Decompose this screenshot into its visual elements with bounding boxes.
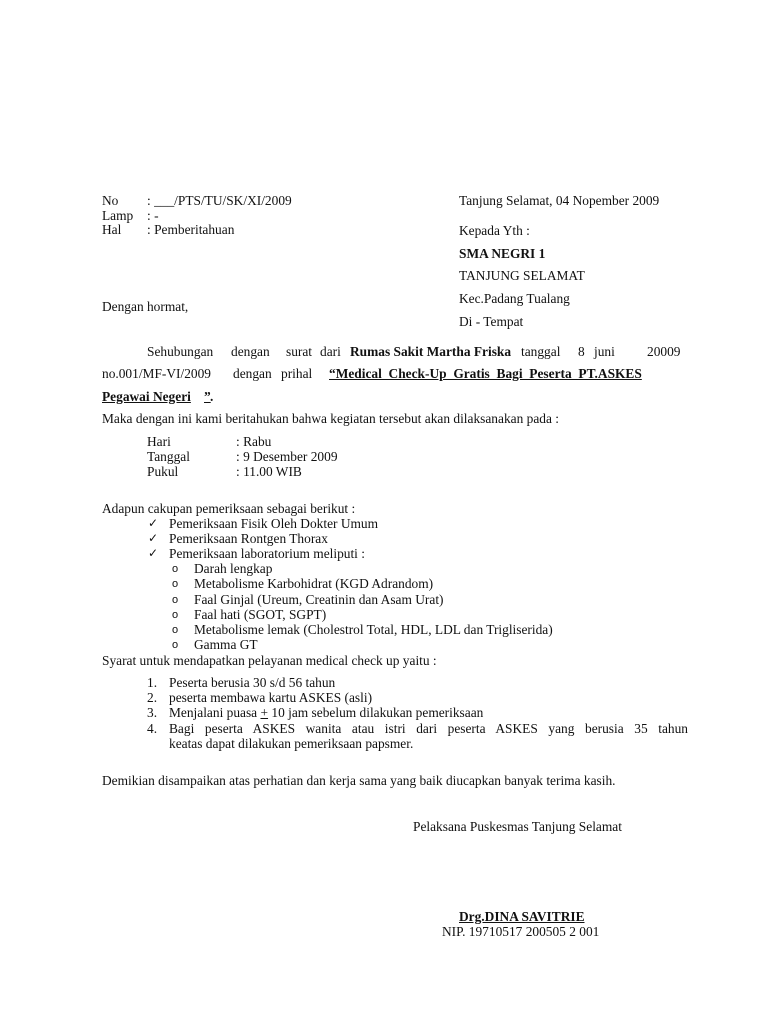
schedule-intro: Maka dengan ini kami beritahukan bahwa kegiatan tersebut akan dilaksanakan pada : xyxy=(102,411,559,426)
schedule-label-date: Tanggal xyxy=(147,449,190,464)
schedule-label-time: Pukul xyxy=(147,464,179,479)
word: dengan xyxy=(233,366,272,381)
check-icon: ✓ xyxy=(148,546,159,560)
exam-item: Pemeriksaan Rontgen Thorax xyxy=(169,531,328,546)
bullet-icon: o xyxy=(172,639,179,651)
plus-minus: + xyxy=(260,705,269,720)
place-date: Tanjung Selamat, 04 Nopember 2009 xyxy=(459,193,660,208)
word: tanggal xyxy=(521,344,561,359)
signature-nip: NIP. 19710517 200505 2 001 xyxy=(442,924,600,939)
signature-name: Drg.DINA SAVITRIE xyxy=(459,909,585,924)
req-number: 2. xyxy=(147,690,158,705)
word: dengan xyxy=(231,344,270,359)
subject-label: Hal xyxy=(102,222,122,237)
schedule-label-day: Hari xyxy=(147,434,171,449)
bullet-icon: o xyxy=(172,624,179,636)
recipient-district: Kec.Padang Tualang xyxy=(459,291,570,306)
closing-quote: ” xyxy=(204,389,211,404)
lab-item: Metabolisme Karbohidrat (KGD Adrandom) xyxy=(194,576,434,591)
recipient-city: TANJUNG SELAMAT xyxy=(459,268,585,283)
word: 8 xyxy=(578,344,585,359)
lab-item: Faal hati (SGOT, SGPT) xyxy=(194,607,327,622)
recipient-place: Di - Tempat xyxy=(459,314,524,329)
paragraph-1-line-3 xyxy=(0,389,768,404)
salutation: Dengan hormat, xyxy=(102,299,189,314)
req-number: 1. xyxy=(147,675,158,690)
bullet-icon: o xyxy=(172,563,179,575)
paragraph-1-line-1 xyxy=(0,344,768,359)
schedule-value-date: : 9 Desember 2009 xyxy=(236,449,338,464)
bullet-icon: o xyxy=(172,609,179,621)
lab-item: Gamma GT xyxy=(194,637,258,652)
number-label: No xyxy=(102,193,119,208)
check-icon: ✓ xyxy=(148,531,159,545)
exam-item: Pemeriksaan laboratorium meliputi : xyxy=(169,546,365,561)
subject-value: : Pemberitahuan xyxy=(147,222,235,237)
requirement-item: peserta membawa kartu ASKES (asli) xyxy=(169,690,373,705)
recipient-school: SMA NEGRI 1 xyxy=(459,246,546,261)
requirement-item: Bagi peserta ASKES wanita atau istri dari peserta ASKES yang berusia 35 tahun xyxy=(169,721,688,736)
word: Sehubungan xyxy=(147,344,214,359)
exam-item: Pemeriksaan Fisik Oleh Dokter Umum xyxy=(169,516,379,531)
requirement-item-cont: keatas dapat dilakukan pemeriksaan papsmer. xyxy=(169,736,414,751)
req-number: 3. xyxy=(147,705,158,720)
attachment-value: : - xyxy=(147,208,159,223)
word: 20009 xyxy=(647,344,681,359)
requirement-item: Peserta berusia 30 s/d 56 tahun xyxy=(169,675,336,690)
text: 10 jam sebelum dilakukan pemeriksaan xyxy=(268,705,484,720)
subject-title-cont: Pegawai Negeri xyxy=(102,389,191,404)
text: Menjalani puasa xyxy=(169,705,261,720)
lab-item: Metabolisme lemak (Cholestrol Total, HDL, LDL dan Trigliserida) xyxy=(194,622,553,637)
recipient-to: Kepada Yth : xyxy=(459,223,530,238)
schedule-value-time: : 11.00 WIB xyxy=(236,464,302,479)
subject-title: “Medical Check-Up Gratis Bagi Peserta PT.ASKES xyxy=(329,366,642,381)
word: prihal xyxy=(281,366,313,381)
word: juni xyxy=(594,344,615,359)
reference-number: no.001/MF-VI/2009 xyxy=(102,366,211,381)
attachment-label: Lamp xyxy=(102,208,134,223)
number-value: : ___/PTS/TU/SK/XI/2009 xyxy=(147,193,292,208)
req-number: 4. xyxy=(147,721,158,736)
scope-intro: Adapun cakupan pemeriksaan sebagai berikut : xyxy=(102,501,356,516)
lab-item: Darah lengkap xyxy=(194,561,273,576)
requirement-item xyxy=(169,705,483,720)
requirements-intro: Syarat untuk mendapatkan pelayanan medical check up yaitu : xyxy=(102,653,437,668)
period: . xyxy=(210,389,214,404)
hospital-name: Rumas Sakit Martha Friska xyxy=(350,344,512,359)
word: dari xyxy=(320,344,341,359)
paragraph-1-line-2 xyxy=(0,366,768,381)
bullet-icon: o xyxy=(172,578,179,590)
word: surat xyxy=(286,344,313,359)
check-icon: ✓ xyxy=(148,516,159,530)
schedule-value-day: : Rabu xyxy=(236,434,272,449)
lab-item: Faal Ginjal (Ureum, Creatinin dan Asam Urat) xyxy=(194,592,444,607)
signature-org: Pelaksana Puskesmas Tanjung Selamat xyxy=(413,819,622,834)
closing-statement: Demikian disampaikan atas perhatian dan kerja sama yang baik diucapkan banyak terima kasih. xyxy=(102,773,616,788)
bullet-icon: o xyxy=(172,594,179,606)
